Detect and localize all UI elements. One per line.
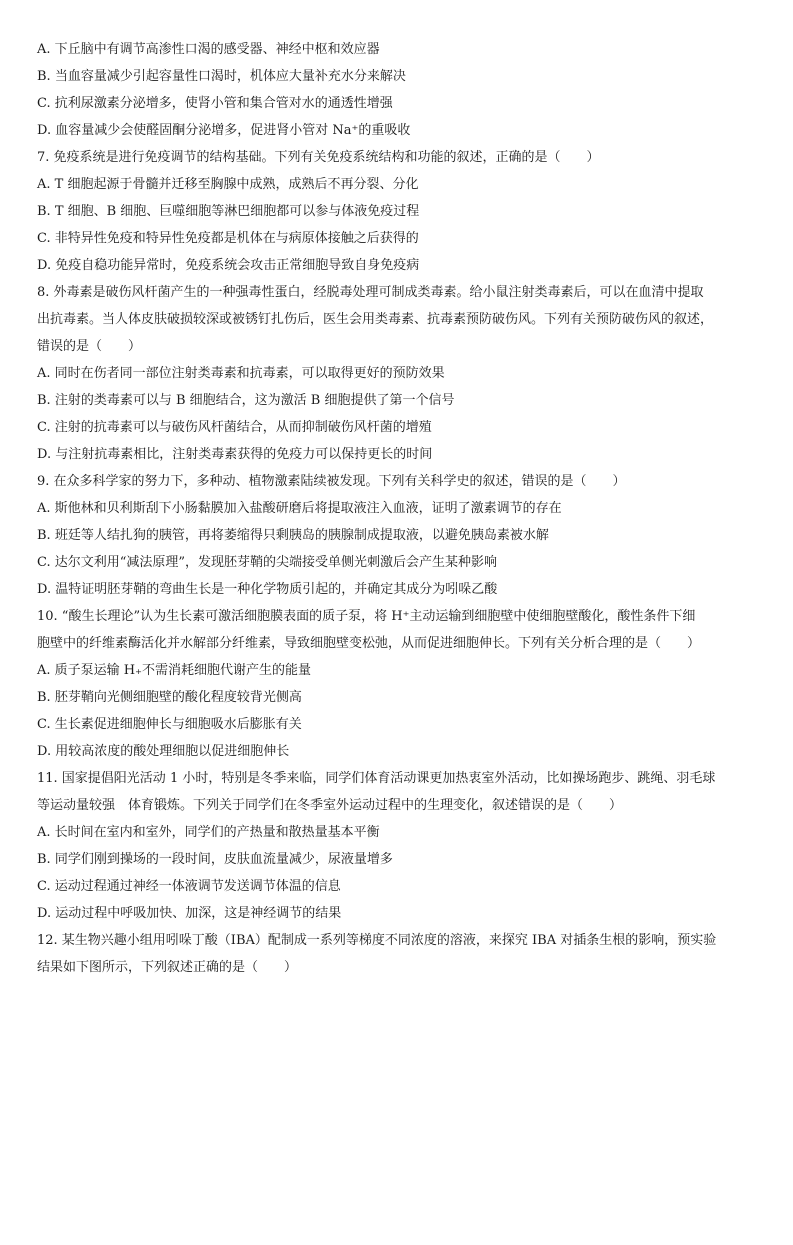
q11-stem-line-2: 等运动量较强 体育锻炼。下列关于同学们在冬季室外运动过程中的生理变化，叙述错误的是（ ） — [37, 798, 623, 813]
q7-option-b: B. T 细胞、B 细胞、巨噬细胞等淋巴细胞都可以参与体液免疫过程 — [37, 204, 420, 219]
q8-option-a: A. 同时在伤者同一部位注射类毒素和抗毒素，可以取得更好的预防效果 — [37, 366, 445, 381]
q6-option-c: C. 抗利尿激素分泌增多，使肾小管和集合管对水的通透性增强 — [37, 96, 393, 111]
q8-stem-line-1: 8. 外毒素是破伤风杆菌产生的一种强毒性蛋白，经脱毒处理可制成类毒素。给小鼠注射类毒素后，可以在血清中提取 — [37, 285, 704, 300]
q7-option-a: A. T 细胞起源于骨髓并迁移至胸腺中成熟，成熟后不再分裂、分化 — [37, 177, 419, 192]
q8-option-d: D. 与注射抗毒素相比，注射类毒素获得的免疫力可以保持更长的时间 — [37, 447, 433, 462]
q11-option-a: A. 长时间在室内和室外，同学们的产热量和散热量基本平衡 — [37, 825, 380, 840]
q9-option-d: D. 温特证明胚芽鞘的弯曲生长是一种化学物质引起的，并确定其成分为吲哚乙酸 — [37, 582, 498, 597]
q12-stem-line-1: 12. 某生物兴趣小组用吲哚丁酸（IBA）配制成一系列等梯度不同浓度的溶液，来探究 IBA 对插条生根的影响，预实验 — [37, 933, 717, 948]
q7-stem: 7. 免疫系统是进行免疫调节的结构基础。下列有关免疫系统结构和功能的叙述，正确的是（ ） — [37, 150, 600, 165]
q9-stem: 9. 在众多科学家的努力下，多种动、植物激素陆续被发现。下列有关科学史的叙述，错误的是（ ） — [37, 474, 626, 489]
q6-option-b: B. 当血容量减少引起容量性口渴时，机体应大量补充水分来解决 — [37, 69, 406, 84]
q9-option-b: B. 班廷等人结扎狗的胰管，再将萎缩得只剩胰岛的胰腺制成提取液，以避免胰岛素被水解 — [37, 528, 549, 543]
q10-option-b: B. 胚芽鞘向光侧细胞壁的酸化程度较背光侧高 — [37, 690, 302, 705]
q11-option-d: D. 运动过程中呼吸加快、加深，这是神经调节的结果 — [37, 906, 342, 921]
q6-option-a: A. 下丘脑中有调节高渗性口渴的感受器、神经中枢和效应器 — [37, 42, 380, 57]
q9-option-c: C. 达尔文利用“减法原理”，发现胚芽鞘的尖端接受单侧光刺激后会产生某种影响 — [37, 555, 498, 570]
q8-option-b: B. 注射的类毒素可以与 B 细胞结合，这为激活 B 细胞提供了第一个信号 — [37, 393, 455, 408]
q10-stem-line-1: 10. “酸生长理论”认为生长素可激活细胞膜表面的质子泵，将 H⁺主动运输到细胞壁中使细胞壁酸化，酸性条件下细 — [37, 609, 696, 624]
q9-option-a: A. 斯他林和贝利斯刮下小肠黏膜加入盐酸研磨后将提取液注入血液，证明了激素调节的存在 — [37, 501, 562, 516]
q11-stem-line-1: 11. 国家提倡阳光活动 1 小时，特别是冬季来临，同学们体育活动课更加热衷室外活动，比如操场跑步、跳绳、羽毛球 — [37, 771, 716, 786]
q10-option-a: A. 质子泵运输 H₊不需消耗细胞代谢产生的能量 — [37, 663, 311, 678]
q8-stem-line-2: 出抗毒素。当人体皮肤破损较深或被锈钉扎伤后，医生会用类毒素、抗毒素预防破伤风。下列有关预防破伤风的叙述， — [37, 312, 714, 327]
q8-option-c: C. 注射的抗毒素可以与破伤风杆菌结合，从而抑制破伤风杆菌的增殖 — [37, 420, 432, 435]
q12-stem-line-2: 结果如下图所示，下列叙述正确的是（ ） — [37, 960, 298, 975]
q8-stem-line-3: 错误的是（ ） — [37, 339, 142, 354]
q7-option-d: D. 免疫自稳功能异常时，免疫系统会攻击正常细胞导致自身免疫病 — [37, 258, 420, 273]
q10-stem-line-2: 胞壁中的纤维素酶活化并水解部分纤维素，导致细胞壁变松弛，从而促进细胞伸长。下列有关分析合理的是（ ） — [37, 636, 701, 651]
q11-option-b: B. 同学们刚到操场的一段时间，皮肤血流量减少，尿液量增多 — [37, 852, 393, 867]
q10-option-d: D. 用较高浓度的酸处理细胞以促进细胞伸长 — [37, 744, 290, 759]
q7-option-c: C. 非特异性免疫和特异性免疫都是机体在与病原体接触之后获得的 — [37, 231, 419, 246]
q10-option-c: C. 生长素促进细胞伸长与细胞吸水后膨胀有关 — [37, 717, 302, 732]
q6-option-d: D. 血容量减少会使醛固酮分泌增多，促进肾小管对 Na⁺的重吸收 — [37, 123, 411, 138]
question-text-block — [37, 36, 759, 981]
q11-option-c: C. 运动过程通过神经一体液调节发送调节体温的信息 — [37, 879, 341, 894]
